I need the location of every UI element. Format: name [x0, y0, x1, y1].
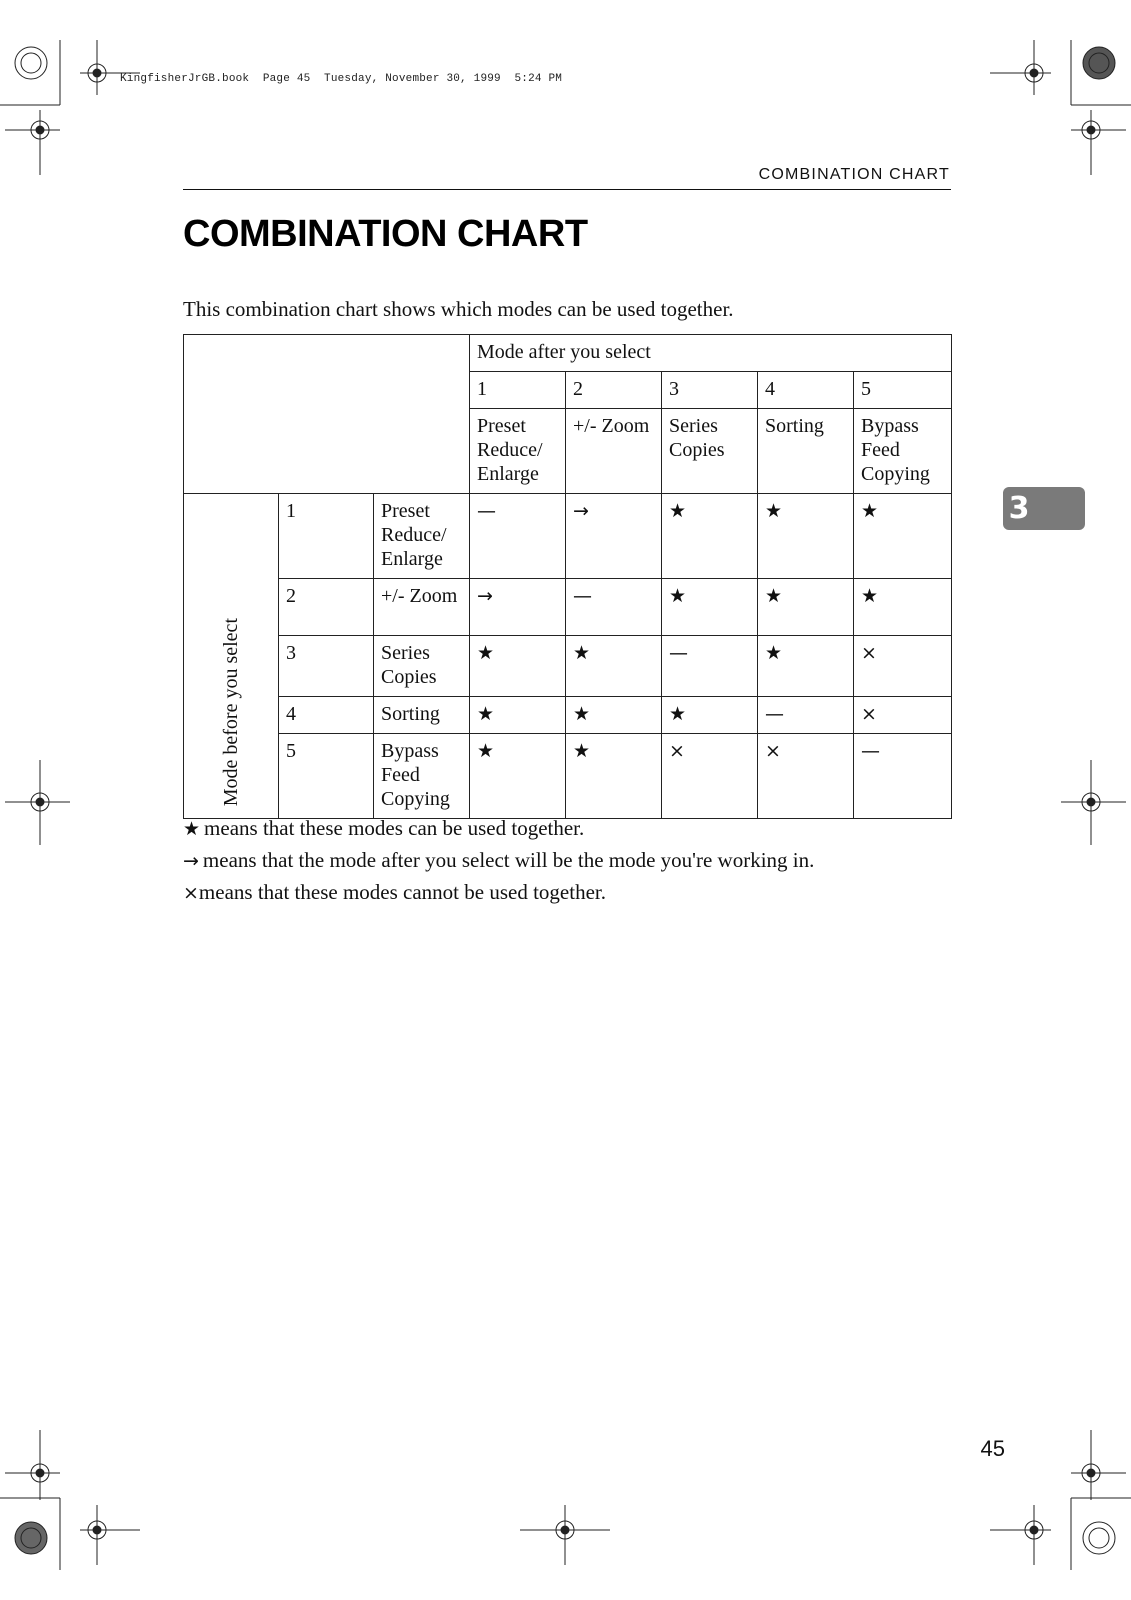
- table-cell: ★: [566, 734, 662, 819]
- col-number: 1: [470, 372, 566, 409]
- file-header: KingfisherJrGB.book Page 45 Tuesday, November 30, 1999 5:24 PM: [120, 73, 563, 85]
- table-cell: ★: [566, 636, 662, 697]
- table-cell: ×: [854, 697, 952, 734]
- mode-before-header-cell: [184, 494, 279, 819]
- table-cell: ★: [758, 494, 854, 579]
- table-cell: ×: [758, 734, 854, 819]
- row-number: 5: [279, 734, 374, 819]
- table-cell: ★: [758, 579, 854, 636]
- combination-table: [183, 334, 952, 819]
- table-row: [184, 636, 952, 697]
- cross-icon: ×: [183, 882, 199, 904]
- table-cell: ★: [566, 697, 662, 734]
- row-name: Sorting: [374, 697, 470, 734]
- table-cell: ★: [662, 494, 758, 579]
- mode-after-header: Mode after you select: [470, 335, 952, 372]
- row-name: +/- Zoom: [374, 579, 470, 636]
- table-cell: →: [470, 579, 566, 636]
- col-number: 4: [758, 372, 854, 409]
- row-name: Series Copies: [374, 636, 470, 697]
- legend-text: means that these modes can be used together.: [204, 816, 585, 840]
- col-name: Bypass Feed Copying: [854, 409, 952, 494]
- table-cell: ★: [470, 734, 566, 819]
- table-cell: —: [566, 579, 662, 636]
- legend-item: [183, 880, 606, 905]
- corner-cell: [184, 335, 470, 494]
- table-cell: ★: [758, 636, 854, 697]
- legend-item: [183, 848, 814, 873]
- row-name: Bypass Feed Copying: [374, 734, 470, 819]
- row-number: 4: [279, 697, 374, 734]
- page-number: 45: [980, 1436, 1005, 1461]
- legend-text: means that these modes cannot be used together.: [198, 880, 606, 904]
- legend-text: means that the mode after you select will be the mode you're working in.: [202, 848, 815, 872]
- row-number: 2: [279, 579, 374, 636]
- chapter-number: 3: [1008, 491, 1030, 526]
- col-number: 5: [854, 372, 952, 409]
- table-cell: —: [758, 697, 854, 734]
- col-number: 3: [662, 372, 758, 409]
- col-name: +/- Zoom: [566, 409, 662, 494]
- header-rule: [183, 189, 951, 190]
- table-cell: ★: [854, 494, 952, 579]
- header-row-title: [184, 335, 952, 372]
- table-row: [184, 494, 952, 579]
- table-cell: ×: [854, 636, 952, 697]
- row-name: Preset Reduce/ Enlarge: [374, 494, 470, 579]
- row-number: 3: [279, 636, 374, 697]
- mode-before-header: Mode before you select: [220, 617, 242, 806]
- col-name: Sorting: [758, 409, 854, 494]
- table-cell: —: [854, 734, 952, 819]
- table-cell: ★: [662, 579, 758, 636]
- table-cell: —: [662, 636, 758, 697]
- legend-item: [183, 816, 584, 841]
- col-name: Series Copies: [662, 409, 758, 494]
- col-name: Preset Reduce/ Enlarge: [470, 409, 566, 494]
- chapter-tab: [1003, 487, 1085, 530]
- table-cell: —: [470, 494, 566, 579]
- intro-text: This combination chart shows which modes can be used together.: [183, 297, 734, 321]
- star-icon: ★: [183, 818, 201, 840]
- table-cell: ★: [662, 697, 758, 734]
- table-row: [184, 697, 952, 734]
- table-cell: ★: [470, 697, 566, 734]
- page-title: COMBINATION CHART: [183, 213, 588, 255]
- table-cell: ×: [662, 734, 758, 819]
- table-cell: ★: [470, 636, 566, 697]
- col-number: 2: [566, 372, 662, 409]
- table-cell: ★: [854, 579, 952, 636]
- table-cell: →: [566, 494, 662, 579]
- running-head: COMBINATION CHART: [758, 166, 950, 183]
- arrow-right-icon: →: [183, 850, 199, 872]
- table-row: [184, 734, 952, 819]
- row-number: 1: [279, 494, 374, 579]
- table-row: [184, 579, 952, 636]
